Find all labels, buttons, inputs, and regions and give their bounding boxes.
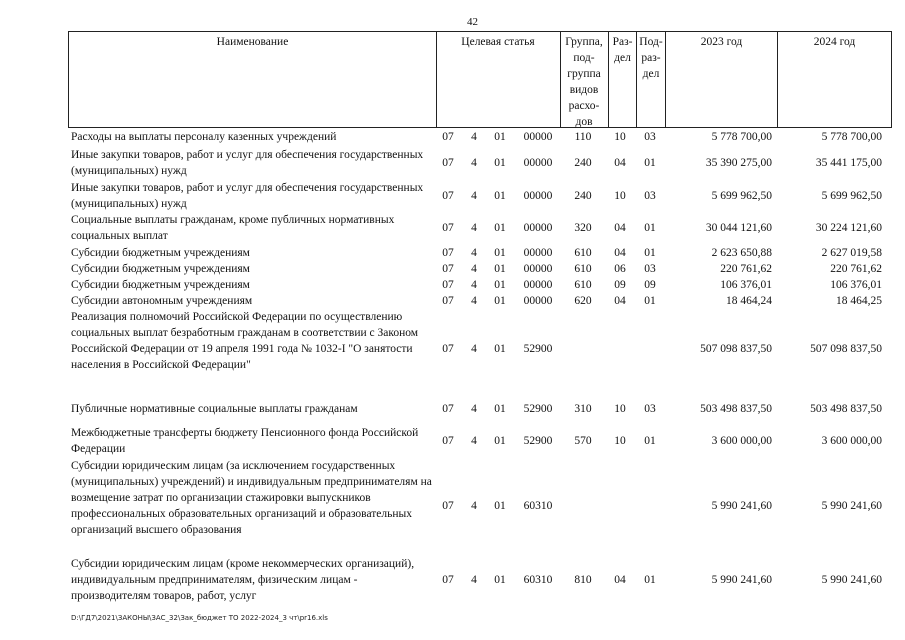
cell-vr: 810 [574,574,592,586]
cell-rz: 10 [614,190,626,202]
cell-amount-2023: 30 044 121,60 [705,222,772,234]
cell-amount-2024: 5 990 241,60 [821,500,882,512]
header-target-article: Целевая статья [461,36,535,48]
row-name: Социальные выплаты гражданам, кроме публичных нормативных социальных выплат [71,214,395,242]
cell-p1: 07 [442,435,454,447]
cell-amount-2023: 5 699 962,50 [711,190,772,202]
cell-p4: 52900 [523,403,553,415]
table-row [0,212,905,244]
cell-rz: 10 [614,403,626,415]
cell-p3: 01 [494,343,506,355]
cell-p3: 01 [494,435,506,447]
cell-p3: 01 [494,295,506,307]
table-row [0,277,905,293]
row-name: Субсидии юридическим лицам (за исключением государственных (муниципальных) учреждений) и индивидуальным предпринимателям на возмещение затрат по организации стажировки выпускников профессиональных образовательных организаций и образовательных организаций высшего образования [71,460,432,536]
cell-p4: 60310 [523,500,553,512]
row-name: Иные закупки товаров, работ и услуг для обеспечения государственных (муниципальных) нужд [71,182,424,210]
cell-amount-2023: 5 990 241,60 [711,574,772,586]
row-name: Межбюджетные трансферты бюджету Пенсионного фонда Российской Федерации [71,427,419,455]
cell-p1: 07 [442,222,454,234]
cell-p2: 4 [471,403,477,415]
cell-p3: 01 [494,247,506,259]
row-name: Субсидии автономным учреждениям [71,295,253,307]
cell-amount-2024: 30 224 121,60 [815,222,882,234]
cell-amount-2023: 220 761,62 [720,263,772,275]
cell-amount-2024: 3 600 000,00 [821,435,882,447]
cell-amount-2024: 2 627 019,58 [821,247,882,259]
cell-p1: 07 [442,131,454,143]
table-row [0,261,905,277]
cell-pr: 01 [644,247,656,259]
cell-pr: 03 [644,190,656,202]
cell-vr: 110 [574,131,592,143]
row-name: Расходы на выплаты персоналу казенных учреждений [71,131,337,143]
cell-amount-2024: 18 464,25 [836,295,882,307]
cell-p4: 00000 [523,157,553,169]
table-row [0,556,905,604]
cell-p1: 07 [442,279,454,291]
cell-p1: 07 [442,343,454,355]
cell-p2: 4 [471,435,477,447]
cell-vr: 610 [574,263,592,275]
cell-pr: 01 [644,435,656,447]
cell-p2: 4 [471,131,477,143]
table-row [0,180,905,212]
header-expense-group: Группа, под-группа видов расхо-дов [565,36,603,128]
table-row [0,129,905,145]
cell-vr: 570 [574,435,592,447]
cell-p4: 00000 [523,247,553,259]
cell-vr: 620 [574,295,592,307]
table-row [0,293,905,309]
cell-rz: 04 [614,157,626,169]
cell-rz: 04 [614,574,626,586]
cell-amount-2024: 507 098 837,50 [810,343,882,355]
cell-p2: 4 [471,295,477,307]
table-row [0,458,905,554]
cell-p4: 52900 [523,343,553,355]
cell-p1: 07 [442,247,454,259]
cell-vr: 240 [574,157,592,169]
cell-amount-2024: 5 699 962,50 [821,190,882,202]
table-row [0,425,905,457]
table-row [0,401,905,417]
cell-p2: 4 [471,157,477,169]
row-name: Субсидии бюджетным учреждениям [71,247,250,259]
cell-vr: 610 [574,279,592,291]
cell-p1: 07 [442,263,454,275]
cell-amount-2024: 220 761,62 [830,263,882,275]
cell-rz: 10 [614,131,626,143]
cell-p4: 00000 [523,190,553,202]
cell-p3: 01 [494,263,506,275]
cell-p2: 4 [471,222,477,234]
cell-p4: 60310 [523,574,553,586]
header-section: Раз-дел [612,36,633,64]
page-number: 42 [467,16,478,28]
cell-rz: 10 [614,435,626,447]
row-name: Субсидии бюджетным учреждениям [71,279,250,291]
cell-pr: 03 [644,131,656,143]
cell-p2: 4 [471,500,477,512]
cell-p2: 4 [471,279,477,291]
cell-amount-2023: 2 623 650,88 [711,247,772,259]
cell-p3: 01 [494,574,506,586]
header-name: Наименование [216,36,289,48]
cell-p4: 52900 [523,435,553,447]
cell-amount-2023: 3 600 000,00 [711,435,772,447]
table-row [0,245,905,261]
cell-rz: 04 [614,222,626,234]
cell-rz: 04 [614,247,626,259]
cell-rz: 04 [614,295,626,307]
table-row [0,309,905,389]
cell-vr: 610 [574,247,592,259]
cell-amount-2023: 507 098 837,50 [700,343,772,355]
cell-amount-2023: 35 390 275,00 [705,157,772,169]
cell-p2: 4 [471,247,477,259]
table-row [0,147,905,179]
cell-p1: 07 [442,157,454,169]
cell-pr: 03 [644,403,656,415]
cell-amount-2024: 5 990 241,60 [821,574,882,586]
cell-amount-2024: 106 376,01 [830,279,882,291]
cell-pr: 09 [644,279,656,291]
cell-amount-2023: 5 990 241,60 [711,500,772,512]
row-name: Субсидии бюджетным учреждениям [71,263,250,275]
cell-p1: 07 [442,574,454,586]
cell-vr: 240 [574,190,592,202]
cell-amount-2023: 18 464,24 [726,295,772,307]
cell-p3: 01 [494,500,506,512]
row-name: Реализация полномочий Российской Федерации по осуществлению социальных выплат безработным гражданам в соответствии с Законом Российской Федерации от 19 апреля 1991 года № 1032-I "О занятости населения в Российской Федерации" [71,311,419,371]
cell-rz: 06 [614,263,626,275]
cell-p4: 00000 [523,279,553,291]
cell-amount-2023: 5 778 700,00 [711,131,772,143]
cell-p3: 01 [494,131,506,143]
cell-rz: 09 [614,279,626,291]
cell-amount-2024: 503 498 837,50 [810,403,882,415]
cell-pr: 03 [644,263,656,275]
cell-amount-2024: 35 441 175,00 [815,157,882,169]
cell-vr: 310 [574,403,592,415]
cell-p1: 07 [442,500,454,512]
row-name: Публичные нормативные социальные выплаты гражданам [71,403,358,415]
header-year-2023: 2023 год [700,36,743,48]
cell-p4: 00000 [523,263,553,275]
cell-p3: 01 [494,279,506,291]
cell-p1: 07 [442,190,454,202]
cell-amount-2023: 503 498 837,50 [700,403,772,415]
cell-p2: 4 [471,263,477,275]
header-subsection: Под-раз-дел [639,36,663,80]
cell-pr: 01 [644,574,656,586]
cell-pr: 01 [644,157,656,169]
cell-p3: 01 [494,403,506,415]
cell-p4: 00000 [523,295,553,307]
cell-p1: 07 [442,295,454,307]
cell-vr: 320 [574,222,592,234]
row-name: Субсидии юридическим лицам (кроме некоммерческих организаций), индивидуальным предпринимателям, физическим лицам - производителям товаров, работ, услуг [71,558,415,602]
cell-amount-2024: 5 778 700,00 [821,131,882,143]
cell-p4: 00000 [523,131,553,143]
file-path-footer: D:\ГД7\2021\ЗАКОНЫ\ЗАС_32\Зак_бюджет ТО 2022-2024_3 чт\pr16.xls [71,614,328,622]
cell-p3: 01 [494,190,506,202]
cell-p2: 4 [471,343,477,355]
cell-p2: 4 [471,574,477,586]
cell-pr: 01 [644,222,656,234]
header-year-2024: 2024 год [813,36,856,48]
row-name: Иные закупки товаров, работ и услуг для обеспечения государственных (муниципальных) нужд [71,149,424,177]
cell-p3: 01 [494,157,506,169]
cell-pr: 01 [644,295,656,307]
cell-amount-2023: 106 376,01 [720,279,772,291]
cell-p1: 07 [442,403,454,415]
cell-p2: 4 [471,190,477,202]
cell-p4: 00000 [523,222,553,234]
cell-p3: 01 [494,222,506,234]
